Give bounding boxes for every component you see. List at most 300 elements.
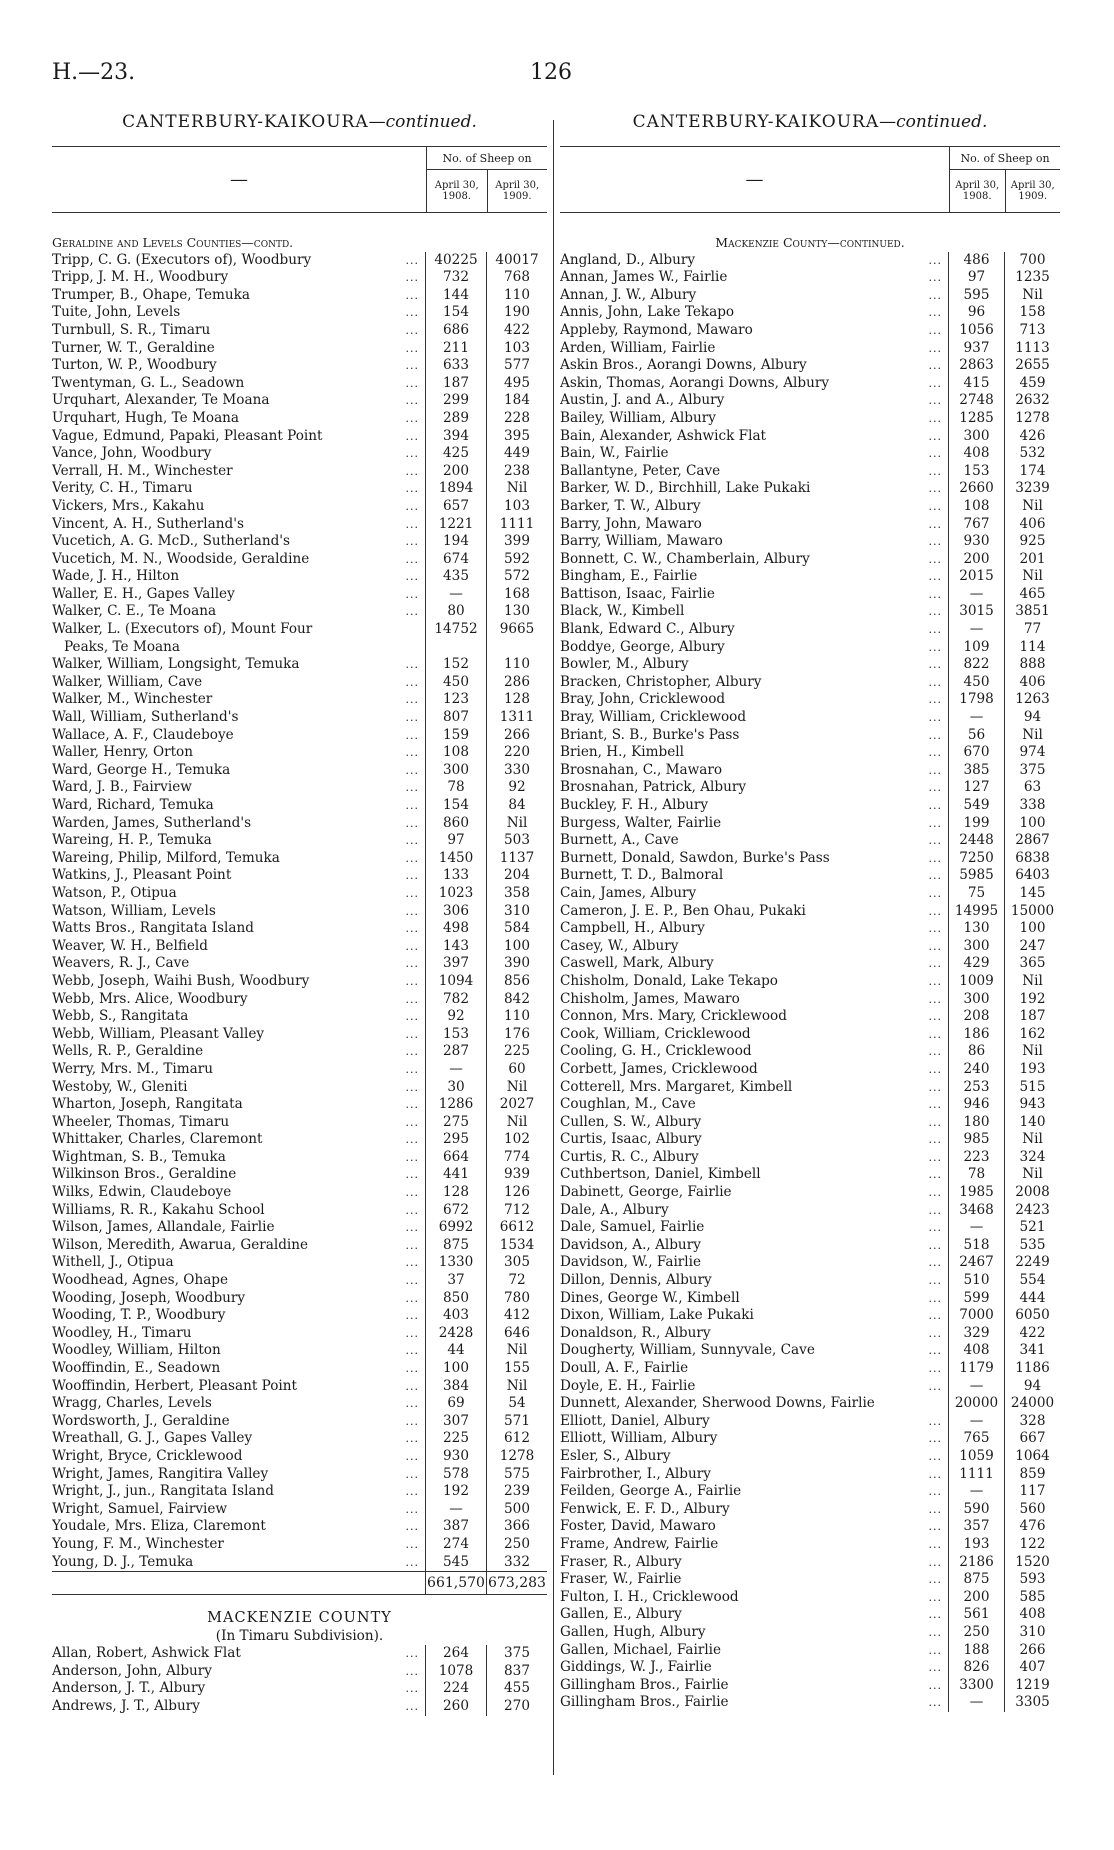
- table-row: [52, 463, 547, 481]
- row-name-text: Gallen, Michael, Fairlie: [560, 1641, 722, 1658]
- value-1909: Nil: [1004, 973, 1060, 991]
- value-1909: 1520: [1004, 1554, 1060, 1572]
- leader-dots: ...: [928, 886, 942, 900]
- right-section-text: Mackenzie County—continued.: [715, 235, 905, 250]
- row-name-text: Tripp, J. M. H., Woodbury: [52, 269, 229, 286]
- row-name: [52, 709, 425, 727]
- row-name-text: Wilkinson Bros., Geraldine: [52, 1166, 237, 1183]
- value-1908: 108: [948, 498, 1004, 516]
- row-name-text: Urquhart, Hugh, Te Moana: [52, 409, 240, 426]
- table-row: [560, 498, 1060, 516]
- leader-dots: ...: [928, 781, 942, 795]
- right-title-suffix: —continued.: [879, 112, 988, 132]
- value-1909: 449: [486, 445, 547, 463]
- table-row: [52, 445, 547, 463]
- table-row: [560, 1131, 1060, 1149]
- value-1909: 426: [1004, 428, 1060, 446]
- value-1908: 200: [425, 463, 486, 481]
- table-row: [52, 568, 547, 586]
- row-name-text: Young, F. M., Winchester: [52, 1535, 224, 1552]
- leader-dots: ...: [928, 1467, 942, 1481]
- leader-dots: ...: [928, 1274, 942, 1288]
- value-1909: 305: [486, 1254, 547, 1272]
- row-name: [560, 1219, 948, 1237]
- value-1909: 324: [1004, 1149, 1060, 1167]
- row-name-text: Webb, Joseph, Waihi Bush, Woodbury: [52, 972, 310, 989]
- table-row: [560, 1448, 1060, 1466]
- leader-dots: ...: [928, 1062, 942, 1076]
- leader-dots: ...: [928, 834, 942, 848]
- leader-dots: ...: [405, 763, 419, 777]
- page-number: 126: [530, 60, 572, 85]
- value-1909: 328: [1004, 1413, 1060, 1431]
- value-1908: 435: [425, 568, 486, 586]
- leader-dots: ...: [405, 1098, 419, 1112]
- table-row: [52, 340, 547, 358]
- row-name: [560, 1518, 948, 1536]
- value-1908: 329: [948, 1325, 1004, 1343]
- table-row: [560, 1413, 1060, 1431]
- left-column-title: [52, 112, 547, 132]
- table-row: [52, 1061, 547, 1079]
- value-1908: 441: [425, 1166, 486, 1184]
- row-name: [52, 885, 425, 903]
- leader-dots: ...: [405, 1010, 419, 1024]
- value-1908: 2467: [948, 1254, 1004, 1272]
- row-name: [560, 1624, 948, 1642]
- row-name: [52, 410, 425, 428]
- table-row: [52, 727, 547, 745]
- leader-dots: ...: [405, 482, 419, 496]
- row-name-text: Battison, Isaac, Fairlie: [560, 585, 715, 602]
- row-name-text: Watson, P., Otipua: [52, 884, 177, 901]
- value-1908: 1285: [948, 410, 1004, 428]
- value-1908: 300: [948, 938, 1004, 956]
- row-name: [560, 1325, 948, 1343]
- row-name: [560, 744, 948, 762]
- table-row: [52, 832, 547, 850]
- value-1909: 94: [1004, 709, 1060, 727]
- row-name: [52, 1149, 425, 1167]
- value-1908: 3468: [948, 1202, 1004, 1220]
- left-column: [52, 112, 547, 1716]
- leader-dots: ...: [405, 834, 419, 848]
- row-name-text: Askin, Thomas, Aorangi Downs, Albury: [560, 374, 830, 391]
- row-name-text: Anderson, John, Albury: [52, 1662, 212, 1679]
- leader-dots: ...: [405, 1221, 419, 1235]
- row-name-text: Turnbull, S. R., Timaru: [52, 321, 211, 338]
- row-name: [52, 480, 425, 498]
- leader-dots: ...: [928, 323, 942, 337]
- table-row: [560, 551, 1060, 569]
- table-row: [52, 639, 547, 657]
- value-1909: 162: [1004, 1026, 1060, 1044]
- value-1908: 211: [425, 340, 486, 358]
- row-name: [52, 691, 425, 709]
- right-header-dash: —: [745, 169, 764, 190]
- leader-dots: ...: [928, 1643, 942, 1657]
- value-1909: 399: [486, 533, 547, 551]
- value-1908: 133: [425, 867, 486, 885]
- table-row: [560, 1659, 1060, 1677]
- value-1909: 130: [486, 603, 547, 621]
- leader-dots: ...: [928, 341, 942, 355]
- value-1908: 80: [425, 603, 486, 621]
- row-name: [52, 357, 425, 375]
- leader-dots: ...: [405, 517, 419, 531]
- row-name-text: Dines, George W., Kimbell: [560, 1289, 740, 1306]
- table-row: [560, 867, 1060, 885]
- row-name: [560, 357, 948, 375]
- table-row: [560, 850, 1060, 868]
- value-1908: —: [948, 1694, 1004, 1712]
- value-1908: 930: [425, 1448, 486, 1466]
- table-row: [52, 1342, 547, 1360]
- value-1908: 200: [948, 1589, 1004, 1607]
- value-1908: 128: [425, 1184, 486, 1202]
- row-name: [52, 1554, 425, 1572]
- row-name: [560, 832, 948, 850]
- table-row: [52, 674, 547, 692]
- value-1908: 69: [425, 1395, 486, 1413]
- row-name-text: Fulton, I. H., Cricklewood: [560, 1588, 739, 1605]
- value-1909: 128: [486, 691, 547, 709]
- table-row: [560, 1026, 1060, 1044]
- value-1909: 503: [486, 832, 547, 850]
- value-1909: 77: [1004, 621, 1060, 639]
- value-1908: 415: [948, 375, 1004, 393]
- value-1908: 664: [425, 1149, 486, 1167]
- row-name: [560, 1254, 948, 1272]
- value-1909: 859: [1004, 1466, 1060, 1484]
- value-1908: 260: [425, 1698, 486, 1716]
- value-1908: 2186: [948, 1554, 1004, 1572]
- table-row: [52, 1096, 547, 1114]
- row-name: [52, 991, 425, 1009]
- value-1908: 518: [948, 1237, 1004, 1255]
- row-name-text: Bain, Alexander, Ashwick Flat: [560, 427, 767, 444]
- value-1908: 2015: [948, 568, 1004, 586]
- value-1909: 476: [1004, 1518, 1060, 1536]
- value-1909: 407: [1004, 1659, 1060, 1677]
- leader-dots: ...: [405, 376, 419, 390]
- row-name-text: Whittaker, Charles, Claremont: [52, 1131, 263, 1148]
- row-name: [560, 920, 948, 938]
- leader-dots: ...: [405, 658, 419, 672]
- value-1909: 110: [486, 287, 547, 305]
- table-row: [52, 322, 547, 340]
- table-row: [560, 357, 1060, 375]
- leader-dots: ...: [928, 1379, 942, 1393]
- row-name: [560, 1342, 948, 1360]
- row-name: [560, 797, 948, 815]
- table-row: [52, 762, 547, 780]
- value-1909: 117: [1004, 1483, 1060, 1501]
- value-1909: 225: [486, 1043, 547, 1061]
- row-name: [52, 1536, 425, 1554]
- row-name-text: Westoby, W., Gleniti: [52, 1078, 188, 1095]
- row-name-text: Corbett, James, Cricklewood: [560, 1060, 758, 1077]
- table-row: [52, 392, 547, 410]
- table-row: [52, 480, 547, 498]
- value-1909: 238: [486, 463, 547, 481]
- value-1908: 1056: [948, 322, 1004, 340]
- left-header-date-1909: April 30, 1909.: [487, 170, 548, 212]
- value-1909: 330: [486, 762, 547, 780]
- leader-dots: ...: [405, 1485, 419, 1499]
- row-name: [52, 269, 425, 287]
- value-1908: 188: [948, 1642, 1004, 1660]
- row-name: [52, 1079, 425, 1097]
- value-1908: 225: [425, 1430, 486, 1448]
- row-name: [52, 252, 425, 270]
- row-name-text: Ward, Richard, Temuka: [52, 797, 214, 813]
- leader-dots: ...: [928, 605, 942, 619]
- table-row: [52, 709, 547, 727]
- value-1909: Nil: [1004, 1131, 1060, 1149]
- row-name-text: Vickers, Mrs., Kakahu: [52, 497, 205, 514]
- table-row: [560, 709, 1060, 727]
- leader-dots: ...: [928, 376, 942, 390]
- row-name-text: Dale, Samuel, Fairlie: [560, 1219, 705, 1236]
- value-1908: 1286: [425, 1096, 486, 1114]
- leader-dots: ...: [928, 1608, 942, 1622]
- leader-dots: ...: [928, 1362, 942, 1375]
- row-name-text: Gillingham Bros., Fairlie: [560, 1694, 729, 1711]
- value-1908: 250: [948, 1624, 1004, 1642]
- row-name-text: Ballantyne, Peter, Cave: [560, 462, 721, 479]
- table-row: [560, 1466, 1060, 1484]
- table-row: [560, 1272, 1060, 1290]
- table-row: [560, 340, 1060, 358]
- value-1908: 510: [948, 1272, 1004, 1290]
- leader-dots: ...: [405, 499, 419, 513]
- value-1908: 78: [948, 1166, 1004, 1184]
- value-1908: 14752: [425, 621, 486, 639]
- table-row: [52, 498, 547, 516]
- value-1909: 193: [1004, 1061, 1060, 1079]
- value-1909: 266: [1004, 1642, 1060, 1660]
- row-name: [560, 445, 948, 463]
- table-row: [560, 973, 1060, 991]
- leader-dots: ...: [405, 1362, 419, 1375]
- leader-dots: ...: [928, 1080, 942, 1094]
- row-name: [560, 656, 948, 674]
- value-1908: 670: [948, 744, 1004, 762]
- value-1908: 385: [948, 762, 1004, 780]
- row-name-text: Brosnahan, Patrick, Albury: [560, 779, 747, 796]
- table-row: [52, 920, 547, 938]
- leader-dots: ...: [405, 711, 419, 725]
- table-row: [560, 1536, 1060, 1554]
- row-name-text: Askin Bros., Aorangi Downs, Albury: [560, 357, 807, 374]
- right-header-sheep-label: No. of Sheep on: [950, 147, 1060, 170]
- leader-dots: ...: [928, 253, 942, 267]
- leader-dots: ...: [405, 1133, 419, 1147]
- row-name: [52, 1202, 425, 1220]
- value-1909: 459: [1004, 375, 1060, 393]
- table-row: [560, 991, 1060, 1009]
- value-1909: 2249: [1004, 1254, 1060, 1272]
- row-name-text: Wall, William, Sutherland's: [52, 709, 239, 726]
- leader-dots: ...: [405, 323, 419, 337]
- row-name: [560, 1501, 948, 1519]
- value-1908: —: [425, 586, 486, 604]
- leader-dots: ...: [405, 1682, 419, 1696]
- value-1908: 6992: [425, 1219, 486, 1237]
- value-1909: 94: [1004, 1378, 1060, 1396]
- table-row: [560, 568, 1060, 586]
- left-rows: [52, 252, 547, 1572]
- leader-dots: ...: [405, 1699, 419, 1713]
- table-row: [560, 815, 1060, 833]
- table-row: [52, 656, 547, 674]
- leader-dots: ...: [405, 552, 419, 566]
- table-row: [52, 1114, 547, 1132]
- value-1909: 408: [1004, 1606, 1060, 1624]
- row-name: [560, 1536, 948, 1554]
- table-row: [560, 1254, 1060, 1272]
- value-1908: 486: [948, 252, 1004, 270]
- value-1908: 3300: [948, 1677, 1004, 1695]
- value-1908: 154: [425, 304, 486, 322]
- row-name-text: Gillingham Bros., Fairlie: [560, 1676, 729, 1693]
- right-rows: [560, 252, 1060, 1712]
- value-1908: 674: [425, 551, 486, 569]
- table-row: [560, 1290, 1060, 1308]
- leader-dots: ...: [405, 1168, 419, 1182]
- leader-dots: ...: [928, 658, 942, 672]
- leader-dots: ...: [928, 939, 942, 953]
- table-row: [560, 903, 1060, 921]
- leader-dots: ...: [405, 675, 419, 689]
- value-1909: 572: [486, 568, 547, 586]
- row-name-text: Wright, James, Rangitira Valley: [52, 1465, 269, 1482]
- value-1908: 199: [948, 815, 1004, 833]
- value-1908: 75: [948, 885, 1004, 903]
- row-name-text: Frame, Andrew, Fairlie: [560, 1535, 719, 1552]
- value-1909: 103: [486, 498, 547, 516]
- row-name: [560, 1237, 948, 1255]
- leader-dots: ...: [928, 1520, 942, 1534]
- table-row: [560, 1589, 1060, 1607]
- row-name-text: Austin, J. and A., Albury: [560, 392, 725, 409]
- row-name: [52, 603, 425, 621]
- value-1908: 985: [948, 1131, 1004, 1149]
- value-1909: 667: [1004, 1430, 1060, 1448]
- row-name: [52, 621, 425, 639]
- value-1908: 450: [948, 674, 1004, 692]
- row-name: [52, 815, 425, 833]
- right-header-date-1908: April 30, 1908.: [955, 180, 1000, 202]
- table-row: [560, 1483, 1060, 1501]
- row-name: [560, 568, 948, 586]
- value-1908: 429: [948, 955, 1004, 973]
- value-1909: 412: [486, 1307, 547, 1325]
- value-1909: 593: [1004, 1571, 1060, 1589]
- value-1908: —: [948, 1219, 1004, 1237]
- leader-dots: ...: [928, 429, 942, 443]
- value-1908: 152: [425, 656, 486, 674]
- row-name-text: Wooding, T. P., Woodbury: [52, 1307, 226, 1324]
- row-name-text: Verrall, H. M., Winchester: [52, 462, 233, 479]
- row-name-text: Feilden, George A., Fairlie: [560, 1483, 742, 1500]
- table-row: [560, 1342, 1060, 1360]
- value-1909: 63: [1004, 779, 1060, 797]
- row-name: [52, 1360, 425, 1378]
- row-name: [560, 779, 948, 797]
- value-1908: 561: [948, 1606, 1004, 1624]
- table-row: [52, 797, 547, 815]
- row-name: [560, 1061, 948, 1079]
- table-row: [560, 1606, 1060, 1624]
- leader-dots: ...: [405, 535, 419, 549]
- value-1908: 224: [425, 1680, 486, 1698]
- row-name-text: Fraser, R., Albury: [560, 1553, 682, 1570]
- row-name-text: Brosnahan, C., Mawaro: [560, 761, 723, 778]
- row-name-text: Barker, T. W., Albury: [560, 497, 701, 514]
- table-row: [560, 1378, 1060, 1396]
- leader-dots: ...: [405, 605, 419, 619]
- row-name: [52, 1043, 425, 1061]
- value-1908: 40225: [425, 252, 486, 270]
- left-rows-mackenzie: [52, 1645, 547, 1715]
- value-1909: 204: [486, 867, 547, 885]
- row-name: [560, 252, 948, 270]
- leader-dots: ...: [405, 1027, 419, 1041]
- value-1909: 3305: [1004, 1694, 1060, 1712]
- row-name-text: Davidson, W., Fairlie: [560, 1254, 702, 1271]
- value-1908: 875: [425, 1237, 486, 1255]
- table-row: [52, 1290, 547, 1308]
- row-name: [560, 674, 948, 692]
- value-1909: 332: [486, 1554, 547, 1572]
- row-name: [52, 727, 425, 745]
- value-1909: 2423: [1004, 1202, 1060, 1220]
- value-1908: —: [425, 1061, 486, 1079]
- leader-dots: ...: [405, 464, 419, 478]
- leader-dots: ...: [928, 1449, 942, 1463]
- row-name-text: Blank, Edward C., Albury: [560, 621, 735, 638]
- row-name-text: Andrews, J. T., Albury: [52, 1697, 200, 1714]
- leader-dots: ...: [928, 1027, 942, 1041]
- row-name-text: Fenwick, E. F. D., Albury: [560, 1500, 730, 1517]
- row-name: [560, 1166, 948, 1184]
- value-1908: 1798: [948, 691, 1004, 709]
- row-name: [560, 1184, 948, 1202]
- left-header-dash: —: [230, 169, 248, 190]
- value-1909: 406: [1004, 674, 1060, 692]
- value-1908: 14995: [948, 903, 1004, 921]
- value-1909: 239: [486, 1483, 547, 1501]
- leader-dots: ...: [405, 288, 419, 302]
- row-name: [52, 322, 425, 340]
- table-row: [52, 1272, 547, 1290]
- value-1909: 168: [486, 586, 547, 604]
- value-1908: 96: [948, 304, 1004, 322]
- value-1909: 495: [486, 375, 547, 393]
- row-name-text: Youdale, Mrs. Eliza, Claremont: [52, 1518, 266, 1535]
- row-name: [560, 1079, 948, 1097]
- row-name-text: Chisholm, Donald, Lake Tekapo: [560, 972, 778, 989]
- row-name-text: Woodley, William, Hilton: [52, 1342, 221, 1359]
- value-1908: 826: [948, 1659, 1004, 1677]
- page-code: H.—23.: [52, 60, 136, 85]
- row-name-text: Wooffindin, Herbert, Pleasant Point: [52, 1377, 297, 1394]
- row-name: [560, 392, 948, 410]
- row-name-text: Cuthbertson, Daniel, Kimbell: [560, 1166, 761, 1183]
- row-name: [52, 1325, 425, 1343]
